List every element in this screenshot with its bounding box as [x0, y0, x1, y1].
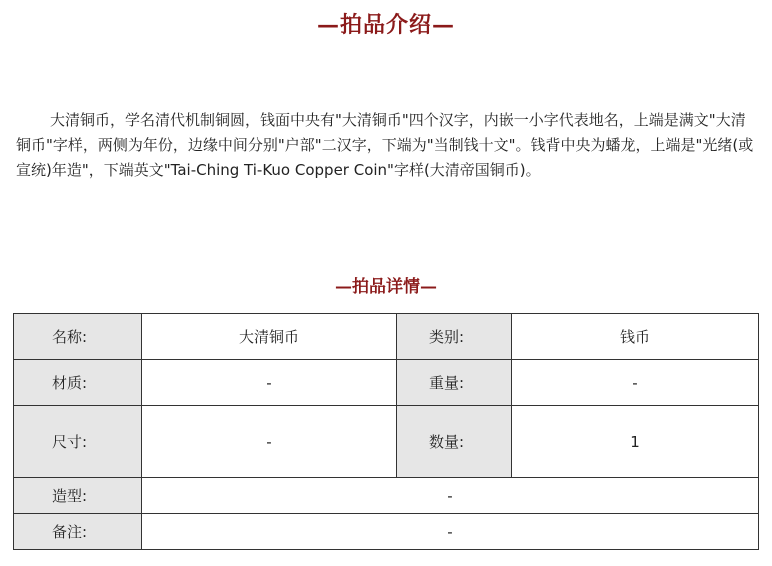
remark-value: - — [142, 514, 759, 550]
weight-label: 重量: — [397, 360, 512, 406]
table-row — [14, 406, 759, 478]
quantity-label: 数量: — [397, 406, 512, 478]
size-label: 尺寸: — [14, 406, 142, 478]
quantity-value: 1 — [512, 406, 759, 478]
table-row — [14, 314, 759, 360]
page-title: —拍品介绍— — [316, 12, 455, 38]
material-value: - — [142, 360, 397, 406]
remark-label: 备注: — [14, 514, 142, 550]
details-table — [13, 313, 759, 550]
category-label: 类别: — [397, 314, 512, 360]
name-value: 大清铜币 — [142, 314, 397, 360]
table-row — [14, 514, 759, 550]
material-label: 材质: — [14, 360, 142, 406]
weight-value: - — [512, 360, 759, 406]
size-value: - — [142, 406, 397, 478]
table-row — [14, 360, 759, 406]
details-title: —拍品详情— — [335, 277, 437, 297]
shape-value: - — [142, 478, 759, 514]
category-value: 钱币 — [512, 314, 759, 360]
table-row — [14, 478, 759, 514]
name-label: 名称: — [14, 314, 142, 360]
shape-label: 造型: — [14, 478, 142, 514]
intro-paragraph: 大清铜币，学名清代机制铜圆，钱面中央有"大清铜币"四个汉字，内嵌一小字代表地名，上端是满文"大清铜币"字样，两侧为年份，边缘中间分别"户部"二汉字，下端为"当制钱十文"。钱背中央为蟠龙，上端是"光绪(或宣统)年造"，下端英文"Tai-Ching Ti-Kuo Copper Coin"字样(大清帝国铜币)。 — [16, 111, 754, 179]
